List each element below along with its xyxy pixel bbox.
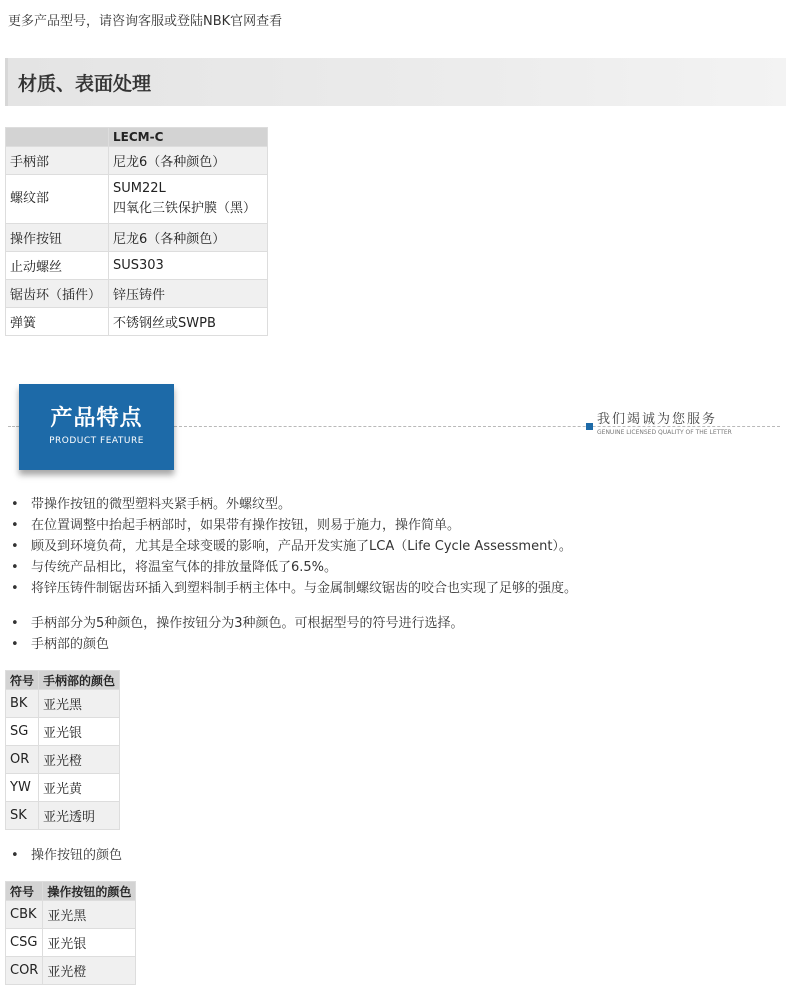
intro-note: 更多产品型号，请咨询客服或登陆NBK官网查看 [8, 14, 283, 29]
material-cell: 锌压铸件 [109, 280, 268, 308]
section-header-materials [5, 58, 786, 106]
material-line-2: 四氧化三铁保护膜（黑） [113, 201, 257, 216]
list-item: • 与传统产品相比，将温室气体的排放量降低了6.5%。 [8, 557, 577, 578]
service-slogan: 我们竭诚为您服务 [597, 412, 718, 427]
handle-color-table [5, 670, 120, 830]
table-row [6, 147, 268, 175]
color-cell: 亚光银 [39, 718, 120, 746]
color-cell: 亚光黑 [43, 901, 136, 929]
table-row [6, 802, 120, 830]
material-cell: 尼龙6（各种颜色） [109, 147, 268, 175]
code-cell: CBK [6, 901, 43, 929]
part-cell: 锯齿环（插件） [6, 280, 109, 308]
color-cell: 亚光橙 [39, 746, 120, 774]
service-slogan-en: GENUINE LICENSED QUALITY OF THE LETTER [597, 429, 732, 436]
code-cell: BK [6, 690, 39, 718]
table-row [6, 901, 136, 929]
section-title: 材质、表面处理 [18, 73, 152, 95]
header-cell-empty [6, 128, 109, 147]
code-cell: SK [6, 802, 39, 830]
table-header-row [6, 882, 136, 901]
color-cell: 亚光黄 [39, 774, 120, 802]
feature-banner-title: 产品特点 [50, 406, 143, 431]
table-row [6, 746, 120, 774]
material-cell [109, 175, 268, 224]
table-header-row [6, 128, 268, 147]
table-row [6, 252, 268, 280]
button-color-table [5, 881, 136, 985]
part-cell: 弹簧 [6, 308, 109, 336]
list-item: • 手柄部的颜色 [8, 634, 464, 655]
part-cell: 螺纹部 [6, 175, 109, 224]
table-header-row [6, 671, 120, 690]
material-cell: SUS303 [109, 252, 268, 280]
code-cell: COR [6, 957, 43, 985]
table-row [6, 280, 268, 308]
code-cell: CSG [6, 929, 43, 957]
list-item: • 手柄部分为5种颜色，操作按钮分为3种颜色。可根据型号的符号进行选择。 [8, 613, 464, 634]
table-row [6, 957, 136, 985]
table-row [6, 929, 136, 957]
color-cell: 亚光银 [43, 929, 136, 957]
feature-list [8, 494, 577, 599]
table-row [6, 718, 120, 746]
code-cell: YW [6, 774, 39, 802]
table-row [6, 308, 268, 336]
list-item: • 操作按钮的颜色 [8, 845, 122, 866]
table-row [6, 774, 120, 802]
table-row [6, 690, 120, 718]
square-marker-icon [586, 423, 593, 430]
feature-banner-subtitle: PRODUCT FEATURE [49, 436, 144, 446]
material-table [5, 127, 268, 336]
feature-banner [19, 384, 174, 470]
divider-left [8, 426, 19, 427]
part-cell: 止动螺丝 [6, 252, 109, 280]
header-cell-code: 符号 [6, 671, 39, 690]
part-cell: 操作按钮 [6, 224, 109, 252]
header-cell-code: 符号 [6, 882, 43, 901]
color-cell: 亚光黑 [39, 690, 120, 718]
list-item: • 将锌压铸件制锯齿环插入到塑料制手柄主体中。与金属制螺纹锯齿的咬合也实现了足够的强度。 [8, 578, 577, 599]
table-row [6, 175, 268, 224]
material-line-1: SUM22L [113, 181, 166, 196]
list-item: • 在位置调整中抬起手柄部时，如果带有操作按钮，则易于施力，操作简单。 [8, 515, 577, 536]
header-cell-color: 手柄部的颜色 [39, 671, 120, 690]
header-cell-model: LECM-C [109, 128, 268, 147]
material-cell: 尼龙6（各种颜色） [109, 224, 268, 252]
color-cell: 亚光橙 [43, 957, 136, 985]
code-cell: OR [6, 746, 39, 774]
table-row [6, 224, 268, 252]
material-cell: 不锈钢丝或SWPB [109, 308, 268, 336]
part-cell: 手柄部 [6, 147, 109, 175]
list-item: • 带操作按钮的微型塑料夹紧手柄。外螺纹型。 [8, 494, 577, 515]
color-notes-list [8, 613, 464, 655]
code-cell: SG [6, 718, 39, 746]
color-cell: 亚光透明 [39, 802, 120, 830]
button-colors-label-list [8, 845, 122, 866]
header-cell-color: 操作按钮的颜色 [43, 882, 136, 901]
list-item: • 顾及到环境负荷，尤其是全球变暖的影响，产品开发实施了LCA（Life Cycle Assessment）。 [8, 536, 577, 557]
